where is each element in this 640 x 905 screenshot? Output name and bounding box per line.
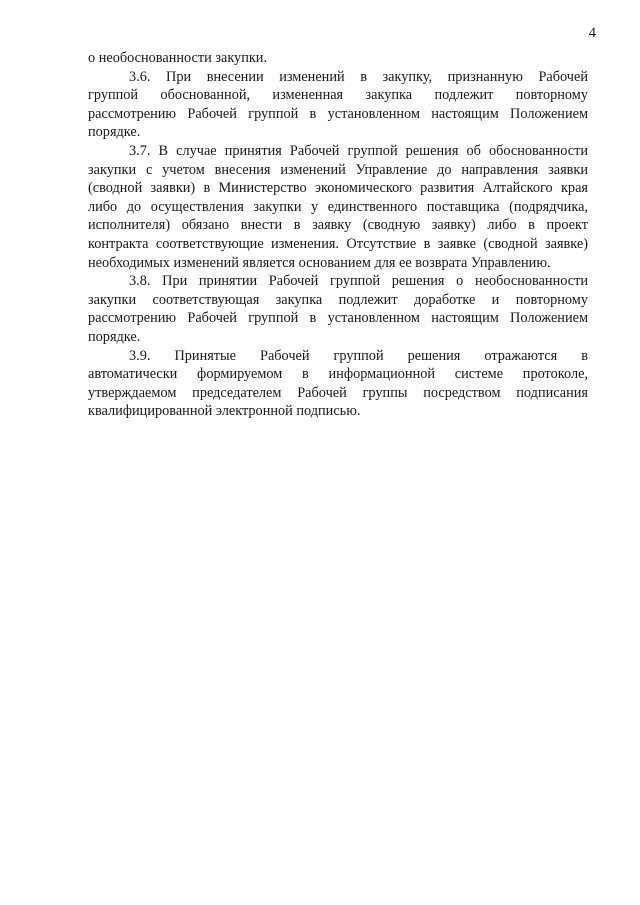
text-line: рассмотрению Рабочей группой в установленном настоящим Положением	[88, 105, 588, 122]
paragraph-p-3-7	[88, 142, 588, 272]
paragraph-p-3-6	[88, 68, 588, 142]
text-line: группой обоснованной, измененная закупка подлежит повторному	[88, 87, 588, 104]
text-line: порядке.	[88, 124, 141, 141]
text-line: рассмотрению Рабочей группой в установленном настоящим Положением	[88, 310, 588, 327]
text-line: необходимых изменений является основанием для ее возврата Управлению.	[88, 254, 551, 271]
page-number: 4	[588, 25, 596, 41]
text-line: закупки с учетом внесения изменений Управление до направления заявки	[88, 161, 588, 178]
text-line: 3.7. В случае принятия Рабочей группой решения об обоснованности	[129, 142, 588, 159]
paragraph-continuation	[88, 49, 588, 68]
document-body	[88, 49, 588, 421]
paragraph-p-3-9	[88, 347, 588, 421]
text-line: исполнителя) обязано внести в заявку (сводную заявку) либо в проект	[88, 217, 588, 234]
paragraph-p-3-8	[88, 272, 588, 346]
text-line: о необоснованности закупки.	[88, 50, 268, 66]
text-line: контракта соответствующие изменения. Отсутствие в заявке (сводной заявке)	[88, 235, 588, 252]
text-line: 3.8. При принятии Рабочей группой решения о необоснованности	[129, 273, 588, 290]
text-line: квалифицированной электронной подписью.	[88, 403, 361, 420]
text-line: закупки соответствующая закупка подлежит доработке и повторному	[88, 291, 588, 308]
text-line: (сводной заявки) в Министерство экономического развития Алтайского края	[88, 180, 588, 197]
text-line: утверждаемом председателем Рабочей группы посредством подписания	[88, 384, 588, 401]
text-line: 3.6. При внесении изменений в закупку, признанную Рабочей	[129, 68, 588, 85]
text-line: порядке.	[88, 328, 141, 345]
text-line: автоматически формируемом в информационной системе протоколе,	[88, 366, 588, 383]
text-line: либо до осуществления закупки у единственного поставщика (подрядчика,	[88, 198, 588, 215]
text-line: 3.9. Принятые Рабочей группой решения отражаются в	[129, 347, 588, 364]
